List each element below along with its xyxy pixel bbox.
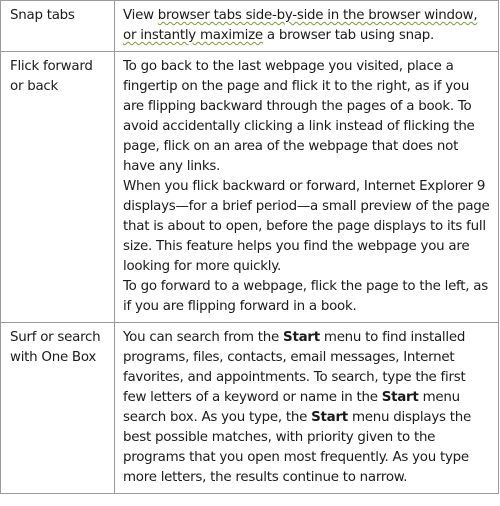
table-row	[1, 52, 499, 323]
text-segment: menu to find installed programs, files, contacts, email messages, Internet favorites, and appointments. To search, type the first few letters of a keyword or name in the	[123, 330, 466, 405]
table-row	[1, 1, 499, 52]
bold-term: Start	[311, 410, 348, 425]
text-segment: When you flick backward or forward, Internet Explorer 9 displays—for a brief period—a small preview of the page that is about to open, before the page displays to its full size. This feature helps you find the webpage you are looking for more quickly.	[123, 179, 490, 274]
feature-table-body	[1, 1, 499, 494]
text-segment: To go back to the last webpage you visited, place a fingertip on the page and flick it to the right, as if you are flipping backward through the pages of a book. To avoid accidentally clicking a link instead of flicking the page, flick on an area of the webpage that does not have any links.	[123, 59, 475, 174]
text-segment: menu search box. As you type, the	[123, 390, 460, 425]
description-paragraph	[123, 277, 492, 317]
description-paragraph	[123, 57, 492, 177]
feature-description	[115, 52, 499, 323]
description-paragraph	[123, 6, 492, 46]
description-paragraph	[123, 177, 492, 277]
description-paragraph	[123, 328, 492, 488]
bold-term: Start	[381, 390, 419, 405]
text-segment: To go forward to a webpage, flick the page to the left, as if you are flipping forward in a book.	[123, 279, 488, 314]
text-segment: a browser tab using snap.	[262, 28, 435, 43]
spellcheck-marked-text: browser tabs side-by-side in the browser window, or instantly maximize	[123, 8, 478, 43]
text-segment: You can search from the	[123, 330, 284, 345]
bold-term: Start	[283, 330, 320, 345]
feature-term: Surf or search with One Box	[1, 323, 115, 494]
feature-description	[115, 1, 499, 52]
feature-term: Snap tabs	[1, 1, 115, 52]
feature-description	[115, 323, 499, 494]
table-row	[1, 323, 499, 494]
text-segment: View	[123, 8, 158, 23]
text-segment: menu displays the best possible matches, with priority given to the programs that you open most frequently. As you type more letters, the results continue to narrow.	[123, 410, 471, 485]
feature-term: Flick forward or back	[1, 52, 115, 323]
